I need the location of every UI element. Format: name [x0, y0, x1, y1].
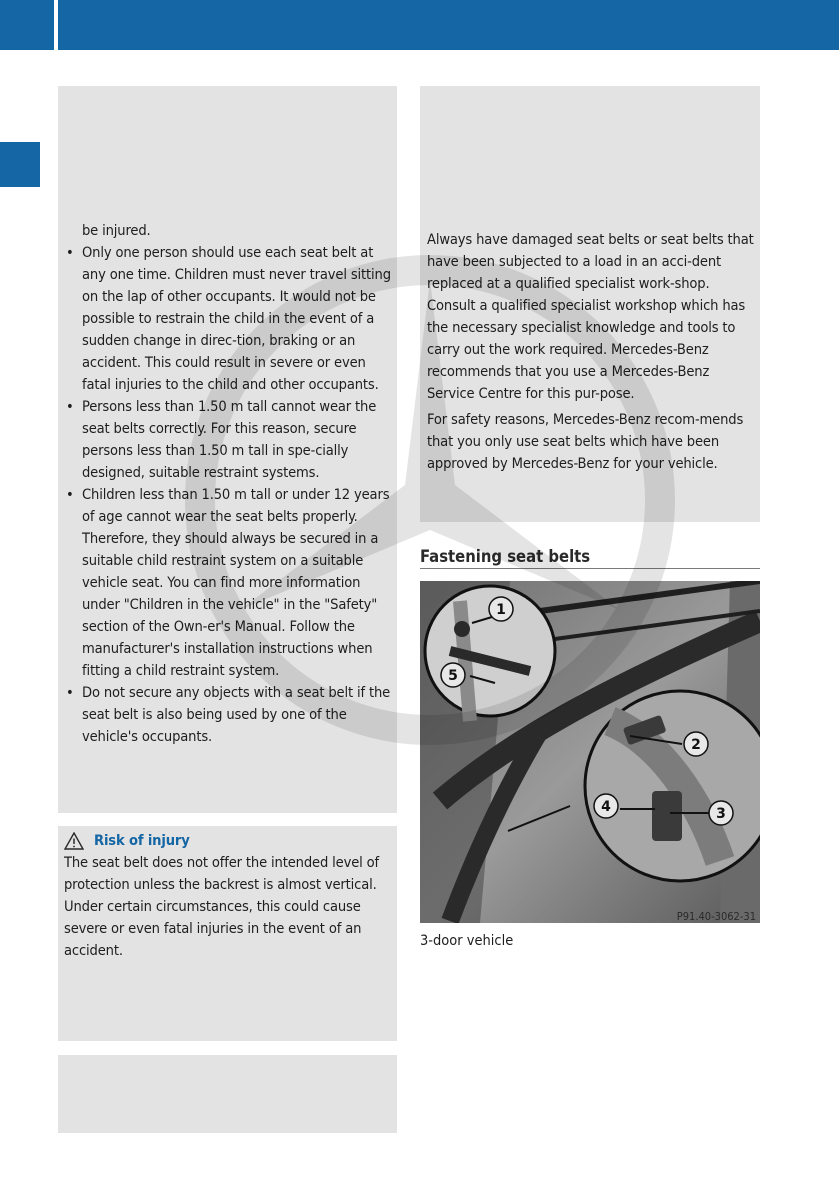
paragraph: For safety reasons, Mercedes-Benz recom-mends that you only use seat belts which have been approved by Mercedes-Benz for your vehicle.	[427, 411, 744, 472]
left-column-text	[58, 220, 392, 748]
bottom-panel	[58, 1055, 397, 1133]
callout-3	[709, 801, 733, 825]
svg-text:3: 3	[716, 806, 726, 822]
bullet-item: • Children less than 1.50 m tall or under 12 years of age cannot wear the seat belts properly. Therefore, they should always be secured in a suitable child restraint system on a suitable vehicle seat. You can find more information under "Children in the vehicle" in the "Safety" section of the Own-er's Manual. Follow the manufacturer's installation instructions when fitting a child restraint system.	[58, 484, 392, 682]
bullet-item: • Only one person should use each seat belt at any one time. Children must never travel sitting on the lap of other occupants. It would not be possible to restrain the child in the event of a sudden change in direc-tion, braking or an accident. This could result in severe or even fatal injuries to the child and other occupants.	[58, 242, 392, 396]
svg-text:4: 4	[601, 799, 611, 815]
seat-belt-figure	[420, 581, 760, 923]
warning-triangle-icon	[64, 832, 84, 850]
callout-1	[489, 597, 513, 621]
bullet-item: • Do not secure any objects with a seat belt if the seat belt is also being used by one of the vehicle's occupants.	[58, 682, 392, 748]
figure-caption: 3-door vehicle	[420, 933, 514, 949]
svg-text:5: 5	[448, 668, 458, 684]
callout-2	[684, 732, 708, 756]
seat-belt-illustration	[420, 581, 760, 923]
bullet-item: • Persons less than 1.50 m tall cannot wear the seat belts correctly. For this reason, secure persons less than 1.50 m tall in spe-cially designed, suitable restraint systems.	[58, 396, 392, 484]
svg-text:1: 1	[496, 602, 506, 618]
header-bar-left	[0, 0, 54, 50]
callout-4	[594, 794, 618, 818]
continuation-text: be injured.	[82, 222, 151, 239]
section-heading: Fastening seat belts	[420, 547, 760, 569]
paragraph: Always have damaged seat belts or seat belts that have been subjected to a load in an acci-dent replaced at a qualified specialist work-shop. Consult a qualified specialist workshop which has the necessary specialist knowledge and tools to carry out the work required. Mercedes-Benz recommends that you use a Mercedes-Benz Service Centre for this pur-pose.	[427, 231, 754, 402]
figure-code: P91.40-3062-31	[676, 910, 756, 923]
warning-title-row	[64, 830, 394, 852]
warning-title: Risk of injury	[94, 832, 190, 849]
right-column-text	[427, 229, 757, 475]
callout-5	[441, 663, 465, 687]
warning-text: The seat belt does not offer the intended level of protection unless the backrest is almost vertical. Under certain circumstances, this could cause severe or even fatal injuries in the event of an accident.	[64, 854, 379, 959]
header-bar	[58, 0, 839, 50]
section-side-tab	[0, 142, 40, 187]
svg-text:2: 2	[691, 737, 701, 753]
warning-block	[64, 830, 394, 962]
